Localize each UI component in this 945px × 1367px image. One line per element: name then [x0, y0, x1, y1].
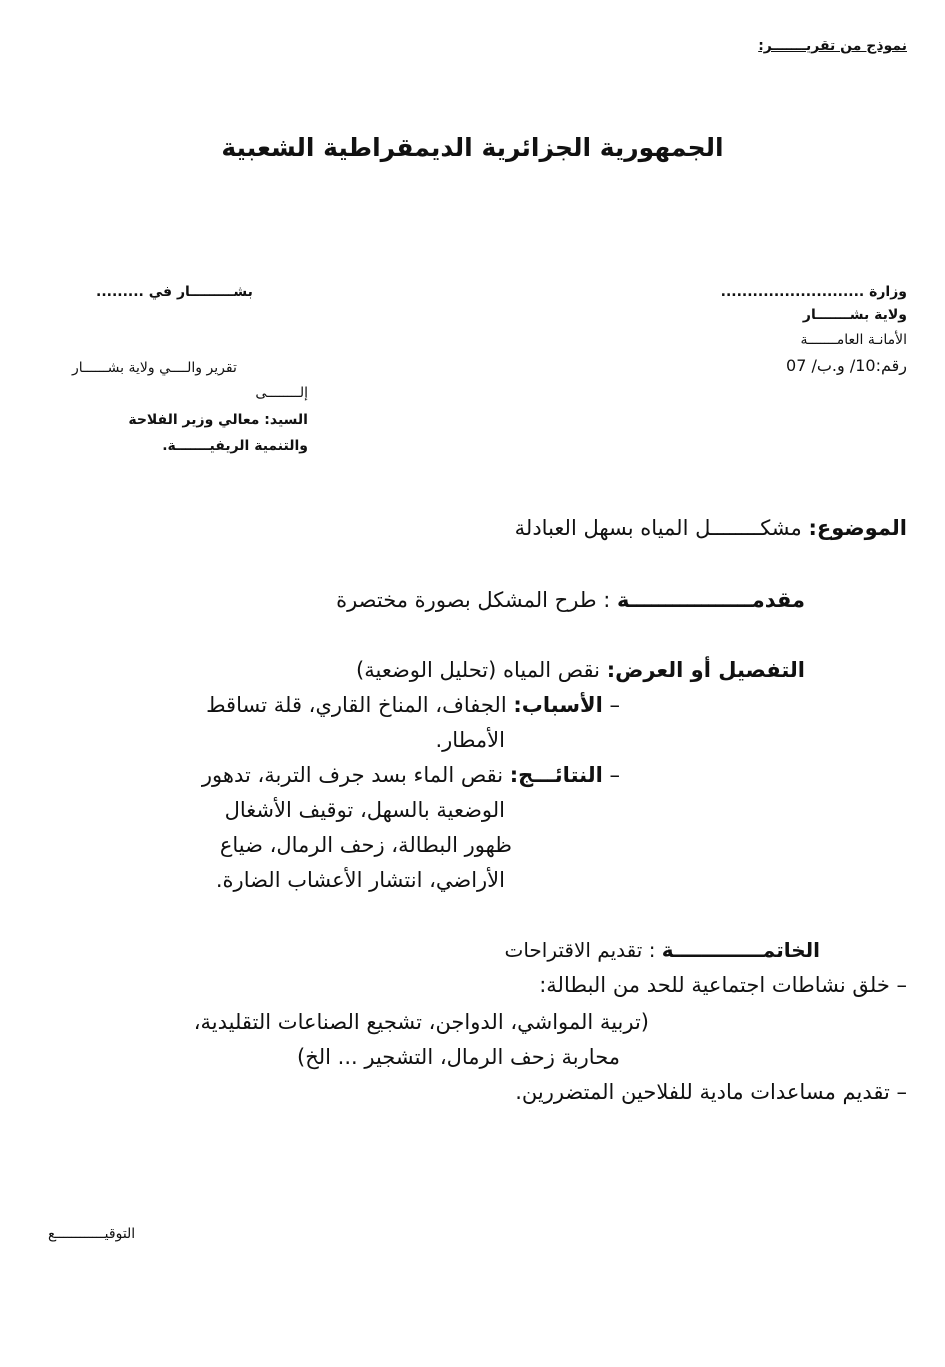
results-line: [202, 763, 620, 787]
results-continuation-1: الوضعية بالسهل، توقيف الأشغال: [224, 798, 505, 822]
conclusion-line: [504, 938, 820, 962]
details-label: التفصيل أو العرض:: [606, 658, 805, 682]
intro-line: [336, 588, 805, 612]
secretariat-line: الأمانـة العامـــــــة: [800, 332, 907, 348]
proposal-1-line-3: محاربة زحف الرمال، التشجير ... الخ): [297, 1045, 620, 1069]
addressee-line-2: والتنمية الريفيـــــــة.: [162, 438, 308, 454]
causes-continuation: الأمطار.: [435, 728, 505, 752]
subject-label: الموضوع:: [808, 516, 907, 540]
causes-line: [206, 693, 620, 717]
report-from-line: تقرير والــــي ولاية بشــــــار: [72, 360, 237, 376]
proposal-2-text: تقديم مساعدات مادية للفلاحين المتضررين.: [515, 1080, 890, 1104]
results-label: النتائـــج:: [509, 763, 603, 787]
causes-text: الجفاف، المناخ القاري، قلة تساقط: [206, 693, 507, 717]
addressee-line-1: السيد: معالي وزير الفلاحة: [128, 412, 308, 428]
ministry-line: وزارة ...........................: [720, 284, 907, 300]
results-continuation-3: الأراضي، انتشار الأعشاب الضارة.: [215, 868, 505, 892]
conclusion-text: : تقديم الاقتراحات: [504, 938, 656, 962]
details-line: [356, 658, 805, 682]
intro-text: : طرح المشكل بصورة مختصرة: [336, 588, 611, 612]
wilaya-line: ولاية بشـــــــار: [802, 307, 907, 323]
proposal-2: [515, 1080, 907, 1104]
proposal-1-line-2: (تربية المواشي، الدواجن، تشجيع الصناعات التقليدية،: [193, 1010, 649, 1034]
subject-line: [515, 516, 907, 540]
page-title: الجمهورية الجزائرية الديمقراطية الشعبية: [221, 133, 724, 162]
results-continuation-2: ظهور البطالة، زحف الرمال، ضياع: [219, 833, 512, 857]
intro-label: مقدمـــــــــــــــــة: [616, 588, 805, 612]
bullet-dash: –: [609, 693, 620, 717]
place-date-line: بشـــــــــار في .........: [96, 284, 253, 300]
proposal-1-text: خلق نشاطات اجتماعية للحد من البطالة:: [539, 973, 890, 997]
causes-label: الأسباب:: [513, 693, 603, 717]
signature-label: التوقيــــــــــــع: [48, 1226, 136, 1242]
details-text: نقص المياه (تحليل الوضعية): [356, 658, 600, 682]
bullet-dash: –: [896, 973, 907, 997]
results-text: نقص الماء بسد جرف التربة، تدهور: [201, 763, 504, 787]
reference-number: رقم:10/ و.ب/ 07: [786, 356, 907, 375]
bullet-dash: –: [896, 1080, 907, 1104]
conclusion-label: الخاتمـــــــــــــة: [661, 938, 820, 962]
report-to-line: إلــــــــى: [255, 385, 308, 401]
model-label: نموذج من تقريـــــــر:: [758, 38, 907, 54]
bullet-dash: –: [609, 763, 620, 787]
subject-text: مشكــــــــل المياه بسهل العبادلة: [514, 516, 802, 540]
proposal-1: [539, 973, 907, 997]
